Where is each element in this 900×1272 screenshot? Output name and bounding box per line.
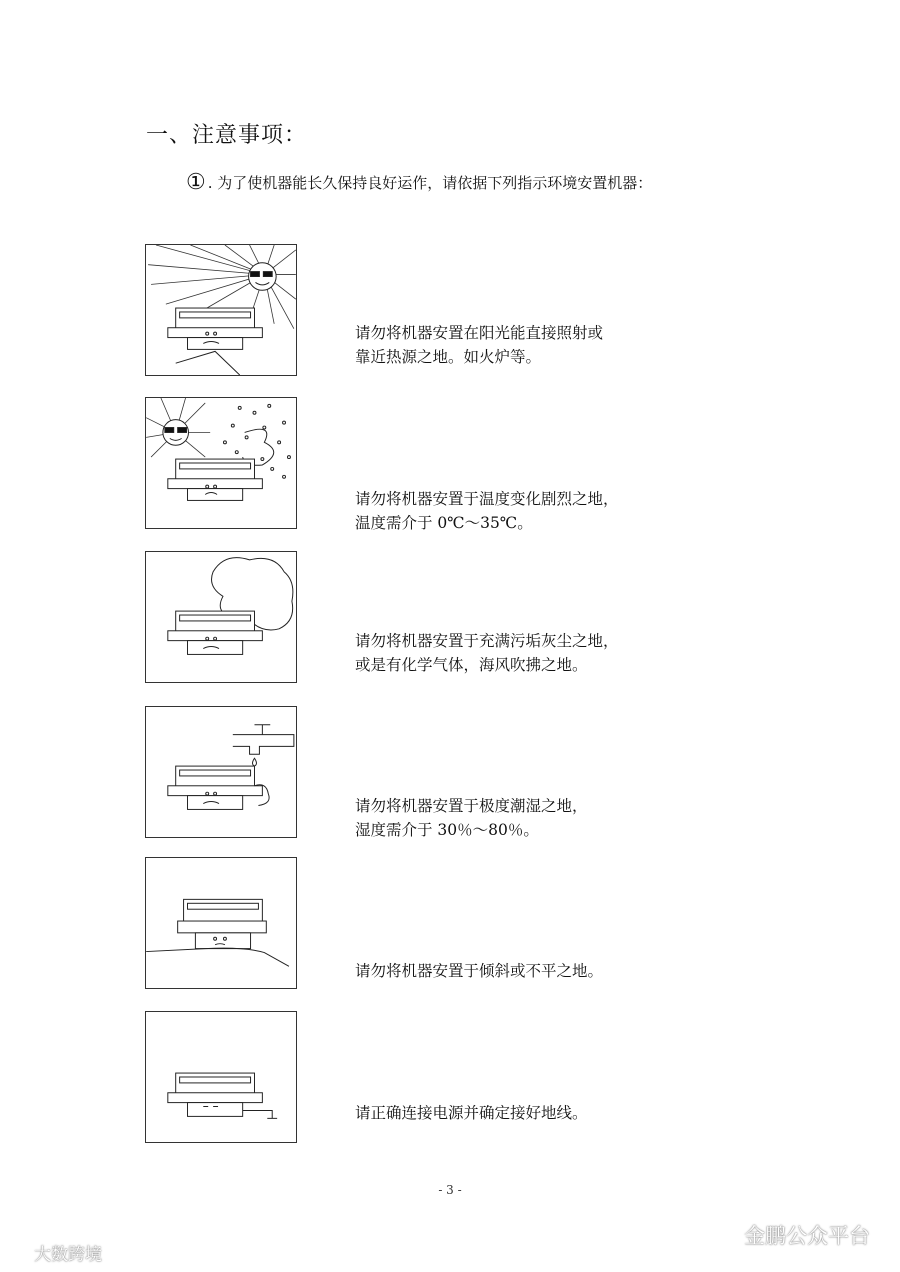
page-number: - 3 - <box>438 1183 462 1197</box>
caption-line: 或是有化学气体，海风吹拂之地。 <box>355 656 588 674</box>
caption-line: 湿度需介于 30％～80％。 <box>355 821 539 839</box>
wechat-icon <box>710 1223 738 1247</box>
intro-text: . 为了使机器能长久保持良好运作，请依据下列指示环境安置机器： <box>207 174 653 192</box>
humidity-icon <box>145 706 297 838</box>
caption-line: 请正确连接电源并确定接好地线。 <box>355 1104 588 1122</box>
notice-item <box>0 1011 900 1145</box>
notice-item <box>0 551 900 685</box>
notice-item <box>0 244 900 378</box>
caption-line: 请勿将机器安置于充满污垢灰尘之地， <box>355 632 619 650</box>
caption-line: 请勿将机器安置于极度潮湿之地， <box>355 797 588 815</box>
watermark-left <box>8 1240 102 1265</box>
intro-number: ① <box>186 170 206 195</box>
dust-gas-icon <box>145 551 297 683</box>
caption-line: 请勿将机器安置于温度变化剧烈之地， <box>355 490 619 508</box>
caption-line: 请勿将机器安置于倾斜或不平之地。 <box>355 962 604 980</box>
notice-item <box>0 857 900 991</box>
watermark-left-text: 大数跨境 <box>34 1245 102 1265</box>
grounding-icon <box>145 1011 297 1143</box>
brand-logo-icon <box>8 1242 30 1264</box>
caption-line: 温度需介于 0℃～35℃。 <box>355 514 533 532</box>
section-title: 一、注意事项： <box>146 123 308 148</box>
notice-item <box>0 706 900 840</box>
caption-line: 请勿将机器安置在阳光能直接照射或 <box>355 324 604 342</box>
tilted-surface-icon <box>145 857 297 989</box>
notice-item <box>0 397 900 531</box>
temperature-change-icon <box>145 397 297 529</box>
intro-line <box>186 170 652 195</box>
sun-heat-icon <box>145 244 297 376</box>
watermark-right <box>710 1220 870 1250</box>
watermark-right-text: 金鹏公众平台 <box>744 1224 870 1248</box>
caption-line: 靠近热源之地。如火炉等。 <box>355 348 542 366</box>
